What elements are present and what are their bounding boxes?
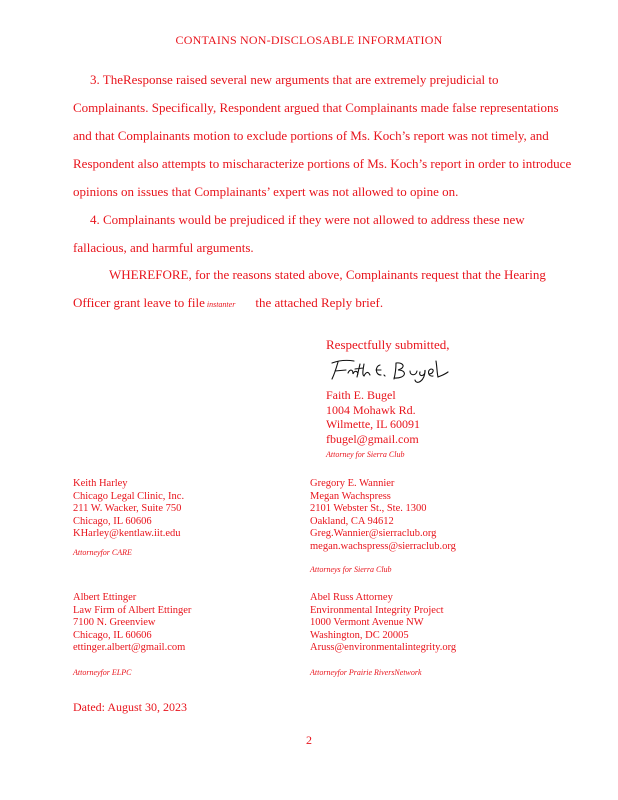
counsel-line: 211 W. Wacker, Suite 750 — [73, 503, 182, 515]
signer-address-1: 1004 Mohawk Rd. — [326, 402, 416, 417]
page-number: 2 — [306, 733, 312, 747]
counsel-line: Chicago Legal Clinic, Inc. — [73, 490, 185, 502]
instanter-word: instanter — [206, 300, 236, 309]
counsel-line: megan.wachspress@sierraclub.org — [310, 540, 456, 552]
counsel-block-ettinger — [73, 592, 191, 680]
counsel-line: 7100 N. Greenview — [73, 617, 156, 629]
counsel-attorney-for: Attorneys for Sierra Club — [310, 564, 392, 574]
para3-line3: and that Complainants motion to exclude portions of Ms. Koch’s report was not timely, and — [73, 128, 549, 143]
counsel-line: Aruss@environmentalintegrity.org — [310, 642, 457, 654]
signer-email: fbugel@gmail.com — [326, 431, 419, 446]
counsel-line: 2101 Webster St., Ste. 1300 — [310, 503, 427, 515]
wherefore-text-b: the attached Reply brief. — [255, 295, 384, 310]
counsel-line: Washington, DC 20005 — [310, 629, 409, 641]
counsel-block-harley — [73, 478, 184, 560]
counsel-attorney-for: Attorneyfor CARE — [73, 547, 132, 557]
signer-address-2: Wilmette, IL 60091 — [326, 417, 421, 431]
counsel-block-wannier — [310, 478, 456, 576]
handwritten-signature — [326, 355, 452, 385]
respectfully-submitted: Respectfully submitted, — [326, 337, 450, 352]
para3-line1: 3. TheResponse raised several new arguments that are extremely prejudicial to — [90, 72, 499, 87]
counsel-line: Keith Harley — [73, 478, 128, 489]
counsel-line: KHarley@kentlaw.iit.edu — [73, 528, 181, 540]
counsel-block-russ — [310, 592, 456, 680]
para4-line2: fallacious, and harmful arguments. — [73, 240, 254, 255]
wherefore-text-a: Officer grant leave to file — [73, 295, 205, 310]
counsel-line: Chicago, IL 60606 — [73, 629, 152, 641]
counsel-line: Albert Ettinger — [73, 592, 137, 603]
para3-line5: opinions on issues that Complainants’ expert was not allowed to opine on. — [73, 184, 459, 199]
para3-line4: Respondent also attempts to mischaracterize portions of Ms. Koch’s report in order to introduce — [73, 156, 572, 171]
dated-line: Dated: August 30, 2023 — [73, 700, 187, 714]
counsel-line: ettinger.albert@gmail.com — [73, 642, 186, 654]
counsel-line: Environmental Integrity Project — [310, 604, 444, 616]
signer-name: Faith E. Bugel — [326, 388, 396, 402]
page-header: CONTAINS NON-DISCLOSABLE INFORMATION — [175, 33, 443, 47]
counsel-line: Gregory E. Wannier — [310, 478, 395, 489]
counsel-line: Law Firm of Albert Ettinger — [73, 604, 192, 616]
counsel-line: Abel Russ Attorney — [310, 592, 393, 603]
counsel-attorney-for: Attorneyfor ELPC — [73, 667, 132, 677]
wherefore-line2 — [73, 295, 383, 311]
counsel-attorney-for: Attorneyfor Prairie RiversNetwork — [310, 667, 422, 677]
counsel-line: Oakland, CA 94612 — [310, 515, 394, 527]
wherefore-line1: WHEREFORE, for the reasons stated above, Complainants request that the Hearing — [109, 267, 546, 282]
counsel-line: Chicago, IL 60606 — [73, 515, 152, 527]
counsel-line: 1000 Vermont Avenue NW — [310, 617, 424, 629]
para4-line1: 4. Complainants would be prejudiced if they were not allowed to address these new — [90, 212, 525, 227]
counsel-line: Megan Wachspress — [310, 490, 391, 502]
signer-block — [326, 388, 420, 463]
counsel-line: Greg.Wannier@sierraclub.org — [310, 528, 437, 540]
signer-attorney-for: Attorney for Sierra Club — [326, 450, 405, 459]
para3-line2: Complainants. Specifically, Respondent argued that Complainants made false representations — [73, 100, 559, 115]
